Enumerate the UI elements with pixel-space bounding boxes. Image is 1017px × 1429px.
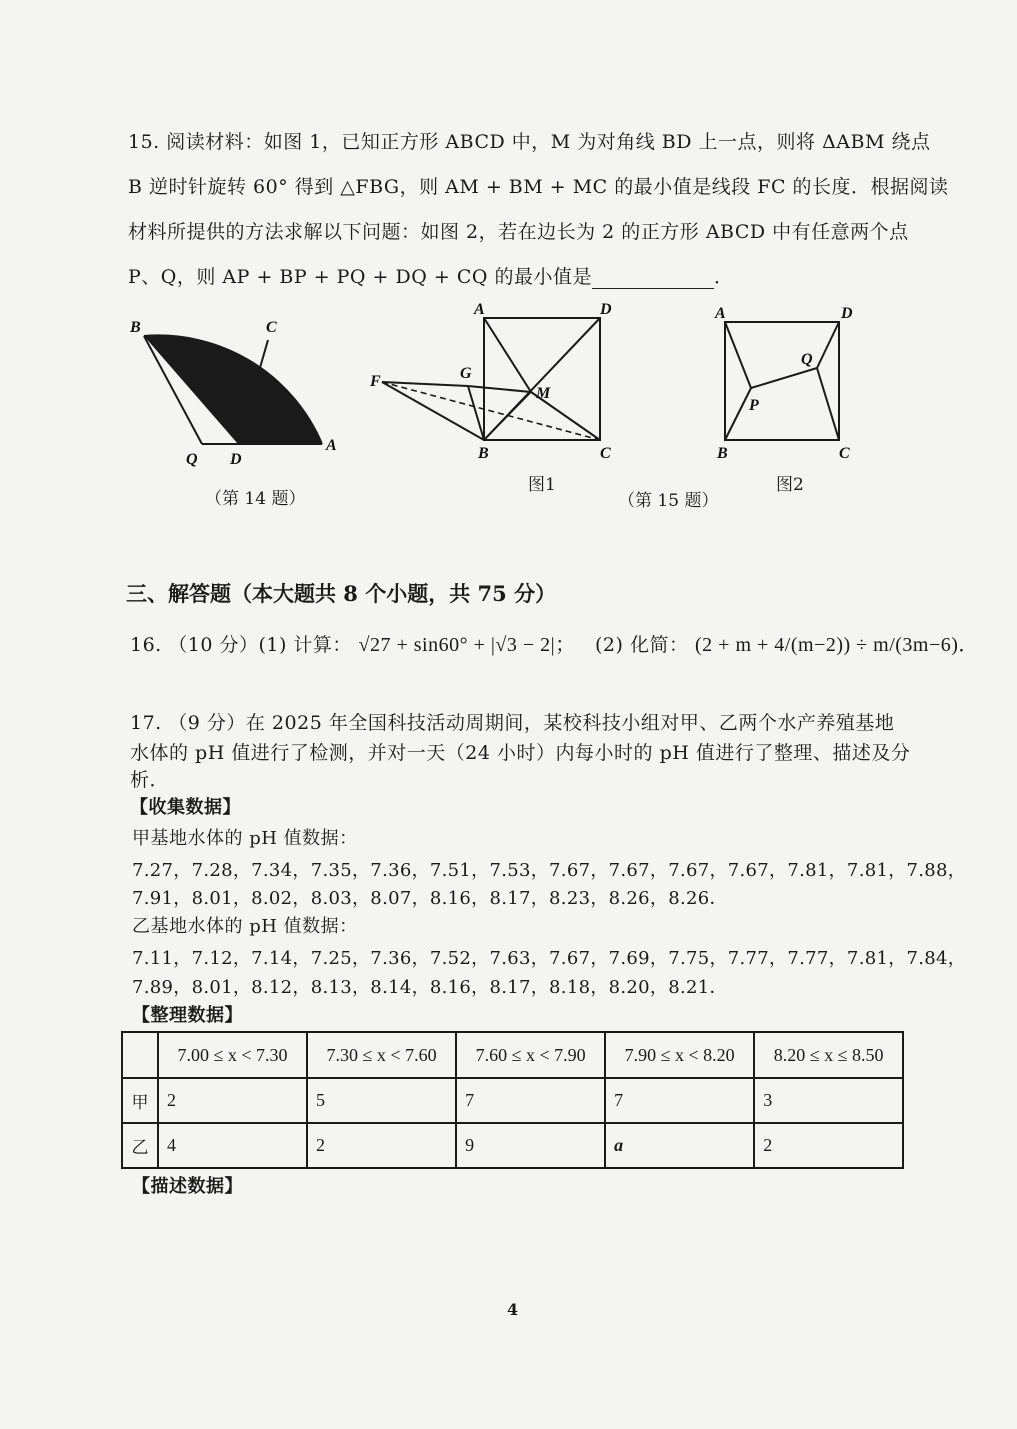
table-header-cell: 7.00 ≤ x < 7.30 <box>158 1032 307 1078</box>
fig1-caption: 图1 <box>528 475 556 495</box>
q15-line-4-end: ． <box>713 266 734 288</box>
yi-data-line-1: 7.11，7.12，7.14，7.25，7.36，7.52，7.63，7.67，7.69，7.75，7.77，7.77，7.81，7.84， <box>132 948 967 969</box>
yi-data-heading: 乙基地水体的 pH 值数据： <box>132 916 358 937</box>
table-header-cell: 7.60 ≤ x < 7.90 <box>456 1032 605 1078</box>
collect-data-heading: 【收集数据】 <box>130 797 241 818</box>
table-header-cell: 7.90 ≤ x < 8.20 <box>605 1032 754 1078</box>
table-cell: 9 <box>456 1123 605 1168</box>
fig2-caption: 图2 <box>776 475 804 495</box>
fig2-line-qc <box>817 368 839 440</box>
fig15-caption: （第 15 题） <box>618 491 719 511</box>
fig14-label-a: A <box>326 437 337 454</box>
answer-blank[interactable] <box>592 270 714 289</box>
table-cell: 4 <box>158 1123 307 1168</box>
jia-data-heading: 甲基地水体的 pH 值数据： <box>132 828 358 849</box>
fig2-label-c: C <box>839 445 850 462</box>
table-cell: 2 <box>307 1123 456 1168</box>
fig1-label-a: A <box>474 301 485 318</box>
describe-data-heading: 【描述数据】 <box>132 1176 243 1197</box>
table-cell: 7 <box>456 1078 605 1123</box>
fig14-label-b: B <box>130 319 141 336</box>
q16-part2-expression: (2 + m + 4/(m−2)) ÷ m/(3m−6)． <box>695 634 979 656</box>
fig14-label-c: C <box>266 319 277 336</box>
table-corner-cell <box>122 1032 158 1078</box>
fig1-label-b: B <box>478 445 489 462</box>
fig1-label-c: C <box>600 445 611 462</box>
fig2-line-ap <box>725 322 751 388</box>
table-cell: 2 <box>158 1078 307 1123</box>
q15-line-1: 15. 阅读材料：如图 1，已知正方形 ABCD 中，M 为对角线 BD 上一点，则将 ΔABM 绕点 <box>128 131 931 153</box>
q15-line-3: 材料所提供的方法求解以下问题：如图 2，若在边长为 2 的正方形 ABCD 中有任意两个点 <box>128 221 909 243</box>
fig2-label-a: A <box>715 305 726 322</box>
fig2-label-q: Q <box>801 351 813 368</box>
q17-line-1: 17. （9 分）在 2025 年全国科技活动周期间，某校科技小组对甲、乙两个水产养殖基地 <box>130 712 895 734</box>
fig2-label-d: D <box>841 305 853 322</box>
fig1-label-m: M <box>536 385 551 402</box>
q16-part1-expression: √27 + sin60° + |√3 − 2|； <box>358 634 576 656</box>
q17-line-2: 水体的 pH 值进行了检测，并对一天（24 小时）内每小时的 pH 值进行了整理、描述及分 <box>130 742 911 764</box>
q16-line <box>130 628 576 657</box>
fig1-line-am <box>484 318 531 392</box>
fig2-line-qd <box>817 322 839 368</box>
table-row <box>122 1123 903 1168</box>
fig2-label-b: B <box>717 445 728 462</box>
fig1-line-bm <box>484 392 531 440</box>
q15-line-4 <box>128 262 734 289</box>
fig2-line-pq <box>751 368 817 388</box>
fig1-diagram <box>360 298 630 468</box>
table-header-cell: 8.20 ≤ x ≤ 8.50 <box>754 1032 903 1078</box>
jia-data-line-2: 7.91，8.01，8.02，8.03，8.07，8.16，8.17，8.23，8.26，8.26． <box>132 888 728 909</box>
fig2-line-bp <box>725 388 751 440</box>
table-header-row <box>122 1032 903 1078</box>
table-row <box>122 1078 903 1123</box>
table-cell: 7 <box>605 1078 754 1123</box>
fig14-diagram <box>120 310 350 480</box>
q16-part2 <box>595 628 979 657</box>
q16-part2-prefix: (2) 化简： <box>595 634 689 656</box>
table-header-cell: 7.30 ≤ x < 7.60 <box>307 1032 456 1078</box>
q16-prefix: 16. （10 分）(1) 计算： <box>130 634 352 656</box>
q15-line-2: B 逆时针旋转 60° 得到 △FBG，则 AM + BM + MC 的最小值是线段 FC 的长度．根据阅读 <box>128 176 949 198</box>
q17-line-3: 析． <box>130 769 170 791</box>
q15-line-4-text: P、Q，则 AP + BP + PQ + DQ + CQ 的最小值是 <box>128 266 592 288</box>
table-cell: 5 <box>307 1078 456 1123</box>
organize-data-heading: 【整理数据】 <box>132 1005 243 1026</box>
fig1-label-g: G <box>460 365 472 382</box>
table-cell: a <box>605 1123 754 1168</box>
yi-data-line-2: 7.89，8.01，8.12，8.13，8.14，8.16，8.17，8.18，8.20，8.21． <box>132 977 728 998</box>
fig14-caption: （第 14 题） <box>205 489 306 509</box>
section-3-heading: 三、解答题（本大题共 8 个小题，共 75 分） <box>126 581 557 606</box>
fig1-label-d: D <box>600 301 612 318</box>
fig14-label-q: Q <box>186 451 198 468</box>
table-row-label: 甲 <box>122 1078 158 1123</box>
fig1-label-f: F <box>370 373 381 390</box>
fig1-line-gm <box>468 386 531 392</box>
page-number: 4 <box>507 1300 519 1319</box>
ph-frequency-table <box>121 1031 904 1169</box>
table-cell: 2 <box>754 1123 903 1168</box>
fig2-label-p: P <box>749 397 759 414</box>
jia-data-line-1: 7.27，7.28，7.34，7.35，7.36，7.51，7.53，7.67，7.67，7.67，7.67，7.81，7.81，7.88， <box>132 860 967 881</box>
fig14-label-d: D <box>230 451 242 468</box>
fig2-diagram <box>705 298 875 468</box>
table-row-label: 乙 <box>122 1123 158 1168</box>
table-cell: 3 <box>754 1078 903 1123</box>
